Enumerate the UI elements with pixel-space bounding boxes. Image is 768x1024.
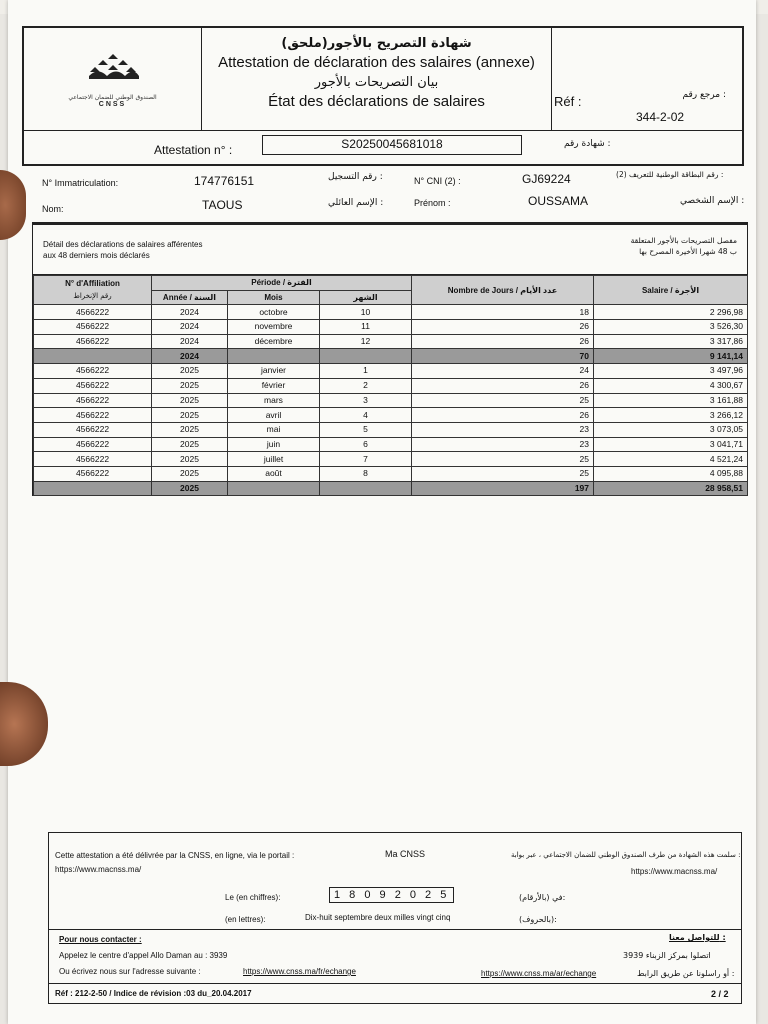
footer-divider [49,929,741,930]
cell-salaire: 4 521,24 [594,452,748,467]
cell-jours: 70 [412,349,594,364]
cni-value: GJ69224 [522,172,571,186]
cell-month-number: 2 [320,378,412,393]
col-header-annee: Année / السنة [152,290,228,305]
ref-label: Réf : [554,94,582,109]
document-footer [48,832,742,1004]
salary-table [33,275,748,496]
cell-mois: octobre [228,305,320,320]
col-header-affiliation [34,276,152,305]
cell-annee: 2024 [152,320,228,335]
cell-mois: janvier [228,364,320,379]
cell-salaire: 3 041,71 [594,437,748,452]
cell-mois: novembre [228,320,320,335]
cni-label-arabic: رقم البطاقة الوطنية للتعريف (2) : [616,170,724,179]
cell-affiliation: 4566222 [34,393,152,408]
cell-salaire: 3 317,86 [594,334,748,349]
col-header-label-arabic: رقم الإنخراط [73,292,112,301]
cell-month-number [320,349,412,364]
logo-text: CNSS [98,101,127,108]
revision-reference: Réf : 212-2-50 / Indice de révision :03 du_20.04.2017 [55,989,252,998]
date-words-label: (en lettres): [225,915,266,924]
col-header-jours: Nombre de Jours / عدد الأيام [412,276,594,305]
contact-heading: Pour nous contacter : [59,935,142,944]
table-row [34,466,748,481]
cell-annee: 2024 [152,305,228,320]
attestation-label: Attestation n° : [154,143,233,157]
prenom-value: OUSSAMA [528,194,589,208]
table-row [34,364,748,379]
table-row [34,305,748,320]
subtotal-row [34,349,748,364]
cell-month-number: 8 [320,466,412,481]
salary-detail-section [32,222,748,496]
portal-url[interactable]: https://www.macnss.ma/ [55,865,142,874]
col-header-mois: Mois [228,290,320,305]
col-header-salaire: Salaire / الأجرة [594,276,748,305]
cni-label: N° CNI (2) : [414,176,461,186]
date-words: Dix-huit septembre deux milles vingt cinq [305,913,451,922]
cell-salaire: 28 958,51 [594,481,748,496]
cell-affiliation: 4566222 [34,437,152,452]
cell-affiliation: 4566222 [34,364,152,379]
cell-annee: 2025 [152,481,228,496]
cell-jours: 23 [412,437,594,452]
delivered-text-arabic: سلمت هذه الشهادة من طرف الصندوق الوطني للضمان الاجتماعي ، عبر بوابة : [511,851,741,859]
table-row [34,334,748,349]
date-digits-label-arabic: في (بالأرقام): [519,893,566,902]
detail-heading-arabic [631,235,737,257]
cell-month-number [320,481,412,496]
cell-month-number: 12 [320,334,412,349]
call-center-text: Appelez le centre d'appel Allo Daman au : 3939 [59,951,228,960]
cell-month-number: 3 [320,393,412,408]
cell-jours: 25 [412,452,594,467]
contact-heading-arabic: للتواصل معنا : [669,933,726,942]
table-row [34,378,748,393]
cell-affiliation: 4566222 [34,466,152,481]
date-words-label-arabic: (بالحروف): [519,915,557,924]
title-arabic: شهادة التصريح بالأجور(ملحق) [281,36,472,51]
cell-annee: 2025 [152,422,228,437]
write-url[interactable]: https://www.cnss.ma/fr/echange [243,967,356,976]
immatriculation-label: N° Immatriculation: [42,178,119,188]
salary-table-body [34,305,748,496]
cell-jours: 26 [412,378,594,393]
cell-mois: mars [228,393,320,408]
cell-jours: 25 [412,466,594,481]
detail-heading-line: مفصل التصريحات بالأجور المتعلقة [630,236,737,245]
cell-affiliation [34,481,152,496]
cell-month-number: 7 [320,452,412,467]
col-header-periode: Période / الفترة [152,276,412,291]
cell-annee: 2025 [152,437,228,452]
detail-heading-line: ب 48 شهرا الأخيرة المصرح بها [639,247,737,256]
cell-jours: 24 [412,364,594,379]
cell-salaire: 3 073,05 [594,422,748,437]
page-number: 2 / 2 [711,989,729,999]
cell-affiliation [34,349,152,364]
detail-heading [33,225,747,275]
cell-mois: août [228,466,320,481]
cell-salaire: 3 266,12 [594,408,748,423]
cell-month-number: 6 [320,437,412,452]
cell-annee: 2025 [152,364,228,379]
table-row [34,393,748,408]
write-text-arabic: أو راسلونا عن طريق الرابط : [637,969,735,978]
cell-annee: 2024 [152,334,228,349]
attestation-label-arabic: شهادة رقم : [564,139,611,149]
cell-salaire: 9 141,14 [594,349,748,364]
subtitle-french: État des déclarations de salaires [268,93,485,110]
subtitle-arabic: بيان التصريحات بالأجور [314,75,439,90]
cell-mois [228,349,320,364]
cell-salaire: 4 300,67 [594,378,748,393]
cell-month-number: 4 [320,408,412,423]
col-header-mois-arabic: الشهر [320,290,412,305]
title-french: Attestation de déclaration des salaires (annexe) [218,54,535,71]
cell-mois: juin [228,437,320,452]
cell-affiliation: 4566222 [34,408,152,423]
cell-jours: 23 [412,422,594,437]
nom-value: TAOUS [202,198,243,212]
table-row [34,408,748,423]
cell-affiliation: 4566222 [34,452,152,467]
prenom-label: Prénom : [414,198,451,208]
delivered-text: Cette attestation a été délivrée par la CNSS, en ligne, via le portail : [55,851,295,860]
cell-month-number: 5 [320,422,412,437]
cell-annee: 2025 [152,393,228,408]
portal-name: Ma CNSS [385,849,426,859]
cell-jours: 197 [412,481,594,496]
ref-value: 344-2-02 [636,110,685,124]
cell-mois: mai [228,422,320,437]
cell-salaire: 2 296,98 [594,305,748,320]
subtotal-row [34,481,748,496]
cell-salaire: 3 497,96 [594,364,748,379]
nom-label-arabic: الإسم العائلي : [328,198,384,208]
immatriculation-value: 174776151 [194,174,255,188]
cell-annee: 2024 [152,349,228,364]
write-text: Ou écrivez nous sur l'adresse suivante : [59,967,201,976]
cell-affiliation: 4566222 [34,305,152,320]
prenom-label-arabic: الإسم الشخصي : [680,196,745,206]
cell-jours: 26 [412,334,594,349]
footer-divider [49,983,741,984]
cell-month-number: 11 [320,320,412,335]
ref-label-arabic: مرجع رقم : [682,90,726,100]
portal-url-arabic[interactable]: https://www.macnss.ma/ [631,867,718,876]
cell-annee: 2025 [152,378,228,393]
date-digits-label: Le (en chiffres): [225,893,281,902]
detail-heading-line: aux 48 derniers mois déclarés [43,251,150,260]
table-row [34,320,748,335]
date-digits: 1 8 0 9 2 0 2 5 [329,887,454,903]
attestation-row [24,130,744,166]
cnss-logo-icon [85,50,141,92]
write-url-arabic[interactable]: https://www.cnss.ma/ar/echange [481,969,597,978]
cell-jours: 18 [412,305,594,320]
logo-arabic-text: الصندوق الوطني للضمان الاجتماعي [68,94,157,101]
cell-salaire: 3 526,30 [594,320,748,335]
reference-block [552,28,744,130]
table-row [34,422,748,437]
cell-month-number: 10 [320,305,412,320]
cell-affiliation: 4566222 [34,334,152,349]
cell-mois: juillet [228,452,320,467]
cell-affiliation: 4566222 [34,320,152,335]
cell-annee: 2025 [152,408,228,423]
cell-mois: avril [228,408,320,423]
call-center-text-arabic: اتصلوا بمركز الزبناء 3939 [623,951,711,960]
detail-heading-french [43,239,203,261]
cell-salaire: 3 161,88 [594,393,748,408]
cnss-logo [24,28,202,130]
cell-jours: 25 [412,393,594,408]
immatriculation-label-arabic: رقم التسجيل : [328,172,383,182]
title-block [202,28,552,130]
identity-block [22,166,744,220]
detail-heading-line: Détail des déclarations de salaires afférentes [43,240,203,249]
cell-affiliation: 4566222 [34,378,152,393]
cell-salaire: 4 095,88 [594,466,748,481]
cell-jours: 26 [412,320,594,335]
document-header [22,26,744,166]
cell-annee: 2025 [152,452,228,467]
cell-month-number: 1 [320,364,412,379]
attestation-number: S20250045681018 [262,135,522,155]
cell-mois: décembre [228,334,320,349]
table-row [34,452,748,467]
cell-annee: 2025 [152,466,228,481]
cell-mois: février [228,378,320,393]
cell-jours: 26 [412,408,594,423]
table-row [34,437,748,452]
cell-mois [228,481,320,496]
nom-label: Nom: [42,204,64,214]
col-header-label: N° d'Affiliation [65,279,120,289]
cell-affiliation: 4566222 [34,422,152,437]
